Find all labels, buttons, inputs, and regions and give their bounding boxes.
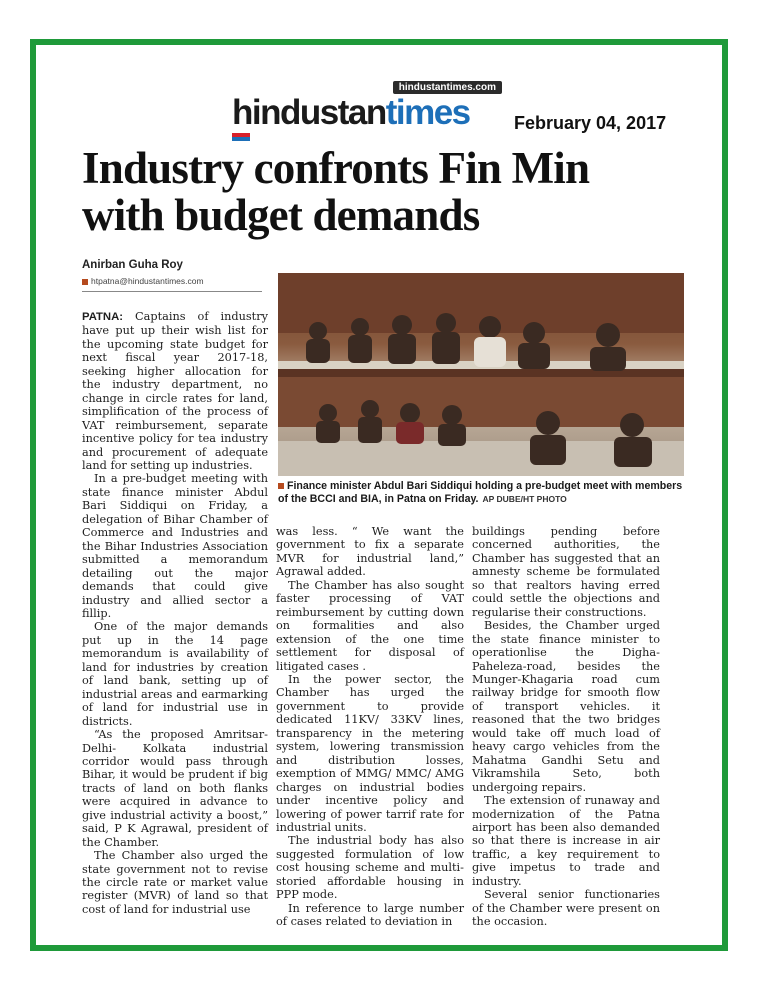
article-column-3 [472, 525, 660, 951]
masthead-logo [232, 81, 510, 141]
byline-rule [82, 291, 262, 292]
clipping-frame [30, 39, 728, 951]
logo-times: times [385, 93, 470, 132]
paragraph: In a pre-budget meeting with state finance minister Abdul Bari Siddiqui on Friday, a delegation of Bihar Chamber of Commerce and Industries and the Bihar Industries Association submitted a memorandum detailing out the major demands that could give industry and allied sector a fillip. [82, 472, 268, 620]
publication-date: February 04, 2017 [514, 113, 667, 133]
author-email-text: htpatna@hindustantimes.com [91, 276, 204, 286]
logo-flag-icon [232, 133, 250, 141]
paragraph: was less. “ We want the government to fix a separate MVR for industrial land,” Agrawal added. [276, 525, 464, 579]
paragraph: The extension of runaway and modernization of the Patna airport has been also demanded so that there is increase in air traffic, a key requirement to give impetus to trade and industry. [472, 794, 660, 888]
paragraph: “As the proposed Amritsar-Delhi- Kolkata industrial corridor would pass through Bihar, it would be prudent if big tracts of land on both flanks were acquired in advance to give industrial activity a boost,” said, P K Agrawal, president of the Chamber. [82, 728, 268, 849]
meeting-photo-illustration [278, 273, 684, 476]
byline: Anirban Guha Roy [82, 259, 183, 271]
article-headline [82, 145, 692, 239]
headline-line-1: Industry confronts Fin Min [82, 143, 590, 193]
photo-caption-text: Finance minister Abdul Bari Siddiqui holding a pre-budget meet with members of the BCCI and BIA, in Patna on Friday. [278, 480, 683, 505]
paragraph: In reference to large number of cases related to deviation in [276, 901, 464, 929]
paragraph: buildings pending before concerned authorities, the Chamber has suggested that an amnesty scheme be formulated so that realtors having erred could settle the objections and regularise their constructions. [472, 525, 660, 619]
logo-text [232, 95, 470, 131]
logo-hindustan: hindustan [232, 93, 386, 132]
article-column-2 [276, 525, 464, 951]
meeting-photo [278, 273, 684, 476]
article-column-1 [82, 310, 268, 951]
paragraph-text: Captains of industry have put up their wish list for the upcoming state budget for next fiscal year 2017-18, seeking higher allocation for the industry department, no change in circle rates for land, simplification of the process of VAT reimbursement, separate incentive policy for tea industry and procurement of adequate land for setting up industries. [82, 310, 268, 472]
paragraph: The industrial body has also suggested formulation of low cost housing scheme and multi-storied affordable housing in PPP mode. [276, 834, 464, 902]
photo-credit: AP DUBE/HT PHOTO [482, 494, 567, 504]
dateline: PATNA: [82, 311, 123, 323]
photo-caption [278, 480, 684, 506]
masthead-site: hindustantimes.com [393, 81, 502, 94]
paragraph: In the power sector, the Chamber has urged the government to provide dedicated 11KV/ 33KV lines, transparency in the metering system, lowering transmission and distribution losses, exemption of MMG/ MMC/ AMG charges on industrial bodies under incentive policy and lowering of power tarrif rate for industrial units. [276, 672, 464, 834]
paragraph [82, 310, 268, 472]
author-email [82, 276, 204, 286]
paragraph: The Chamber has also sought faster processing of VAT reimbursement by cutting down on formalities and also extension of the one time settlement for disposal of litigated cases . [276, 578, 464, 673]
bullet-square-icon [82, 279, 88, 285]
paragraph: One of the major demands put up in the 14 page memorandum is availability of land for industries by creation of land bank, setting up of industrial areas and earmarking of land for industrial use in districts. [82, 620, 268, 728]
paragraph: Several senior functionaries of the Chamber were present on the occasion. [472, 888, 660, 929]
paragraph: The Chamber also urged the state government not to revise the circle rate or market value register (MVR) of land so that cost of land for industrial use [82, 849, 268, 916]
paragraph: Besides, the Chamber urged the state finance minister to operationlise the Digha-Paheleza-road, besides the Munger-Khagaria road cum railway bridge for smooth flow of transport vehicles. it reasoned that the two bridges would take off much load of heavy cargo vehicles from the Mahatma Gandhi Setu and Vikramshila Seto, both undergoing repairs. [472, 619, 660, 794]
headline-line-2: with budget demands [82, 190, 480, 240]
caption-bullet-icon [278, 483, 284, 489]
